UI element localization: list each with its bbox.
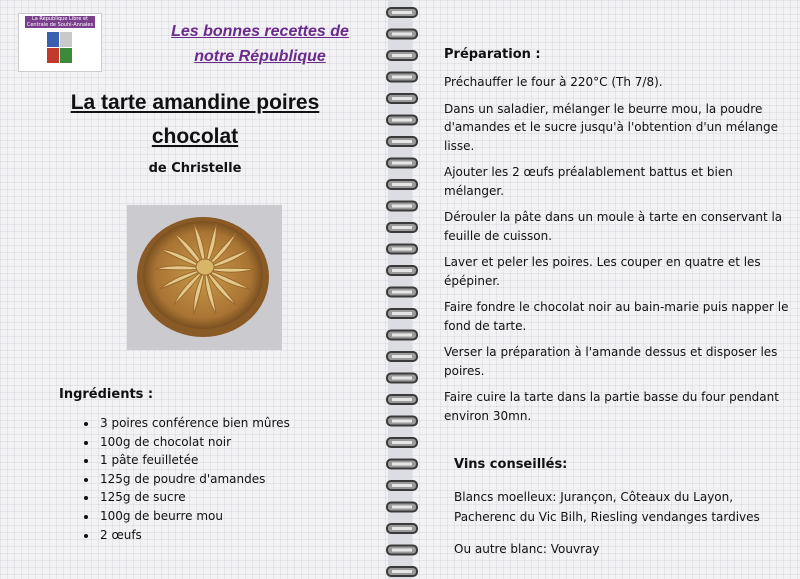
ingredient-item: • 100g de beurre mou [98, 507, 290, 526]
spiral-ring [387, 481, 417, 490]
series-title-line1: Les bonnes recettes de [171, 23, 349, 40]
spiral-ring [387, 352, 417, 361]
ingredient-item: • 125g de sucre [98, 488, 290, 507]
preparation-step: Verser la préparation à l'amande dessus et disposer les poires. [444, 345, 778, 378]
tart-photo [127, 205, 282, 350]
spiral-ring [387, 137, 417, 146]
ingredient-item: • 125g de poudre d'amandes [98, 470, 290, 489]
spiral-ring [387, 180, 417, 189]
recipe-title [40, 86, 350, 154]
series-title-line2: notre République [194, 48, 326, 65]
preparation-steps [444, 73, 794, 433]
spiral-ring [387, 546, 417, 555]
spiral-ring [387, 202, 417, 211]
spiral-ring [387, 245, 417, 254]
ingredient-item: • 100g de chocolat noir [98, 433, 290, 452]
spiral-ring [387, 51, 417, 60]
spiral-ring [387, 417, 417, 426]
preparation-step: Dans un saladier, mélanger le beurre mou, la poudre d'amandes et le sucre jusqu'à l'obtention d'un mélange lisse. [444, 101, 779, 153]
spiral-ring [387, 288, 417, 297]
spiral-ring [387, 223, 417, 232]
preparation-step: Laver et peler les poires. Les couper en quatre et les épépiner. [444, 255, 761, 288]
recipe-author: de Christelle [148, 161, 242, 176]
preparation-step: Préchauffer le four à 220°C (Th 7/8). [444, 75, 663, 89]
spiral-binding [384, 0, 420, 579]
spiral-ring [387, 503, 417, 512]
ingredient-item: • 2 œufs [98, 526, 290, 545]
spiral-ring [387, 331, 417, 340]
series-title [140, 19, 380, 69]
spiral-ring [387, 567, 417, 576]
spiral-ring [387, 116, 417, 125]
preparation-step: Faire cuire la tarte dans la partie basse du four pendant environ 30mn. [444, 390, 779, 423]
preparation-step: Faire fondre le chocolat noir au bain-marie puis napper le fond de tarte. [444, 300, 789, 333]
recipe-title-line2: chocolat [151, 125, 239, 148]
preparation-step: Dérouler la pâte dans un moule à tarte en conservant la feuille de cuisson. [444, 210, 783, 243]
spiral-ring [387, 73, 417, 82]
wines-other-white: Ou autre blanc: Vouvray [454, 542, 600, 556]
recipe-title-line1: La tarte amandine poires [70, 91, 320, 114]
spiral-ring [387, 309, 417, 318]
spiral-ring [387, 374, 417, 383]
spiral-ring [387, 460, 417, 469]
ingredients-title: Ingrédients : [59, 387, 154, 402]
spiral-ring [387, 8, 417, 17]
preparation-step: Ajouter les 2 œufs préalablement battus et bien mélanger. [444, 165, 733, 198]
spiral-ring [387, 266, 417, 275]
spiral-ring [387, 159, 417, 168]
republic-logo [18, 13, 102, 72]
ingredients-list [78, 414, 290, 544]
spiral-ring [387, 395, 417, 404]
ingredient-item: • 3 poires conférence bien mûres [98, 414, 290, 433]
spiral-ring [387, 438, 417, 447]
spiral-ring [387, 30, 417, 39]
wines-title: Vins conseillés: [454, 457, 568, 472]
spiral-ring [387, 524, 417, 533]
logo-text: La République Libre et Centrale de Souhi-Annales [26, 16, 94, 28]
spiral-ring [387, 94, 417, 103]
ingredient-item: • 1 pâte feuilletée [98, 451, 290, 470]
preparation-title: Préparation : [444, 47, 541, 62]
wines-sweet-whites: Blancs moelleux: Jurançon, Côteaux du Layon, Pacherenc du Vic Bilh, Riesling vendanges tardives [454, 490, 760, 524]
logo-emblem [47, 32, 73, 64]
